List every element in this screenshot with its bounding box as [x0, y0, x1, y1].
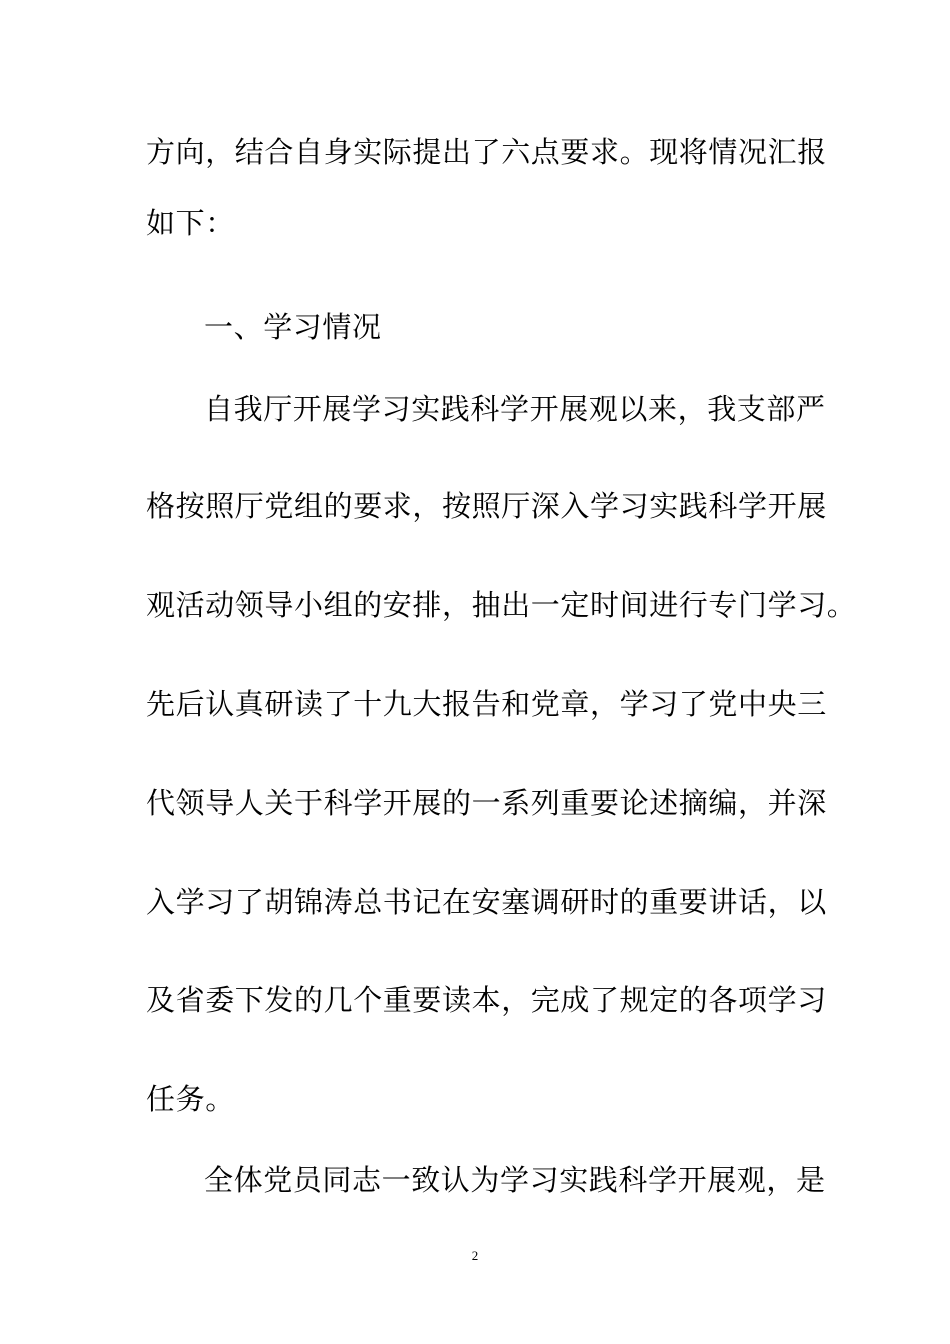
- text-line-12: 全体党员同志一致认为学习实践科学开展观，是: [204, 1163, 826, 1197]
- text-line-4: 自我厅开展学习实践科学开展观以来，我支部严: [204, 392, 826, 426]
- text-line-2: 如下：: [146, 206, 235, 240]
- text-line-11: 任务。: [146, 1082, 235, 1116]
- section-heading: 一、学习情况: [204, 310, 382, 344]
- page-number: 2: [471, 1248, 479, 1263]
- text-line-1: 方向，结合自身实际提出了六点要求。现将情况汇报: [146, 135, 827, 169]
- text-line-6: 观活动领导小组的安排，抽出一定时间进行专门学习。: [146, 588, 857, 622]
- text-line-10: 及省委下发的几个重要读本，完成了规定的各项学习: [146, 983, 827, 1017]
- text-line-7: 先后认真研读了十九大报告和党章，学习了党中央三: [146, 687, 827, 721]
- text-line-5: 格按照厅党组的要求，按照厅深入学习实践科学开展: [146, 489, 827, 523]
- text-line-9: 入学习了胡锦涛总书记在安塞调研时的重要讲话，以: [146, 885, 827, 919]
- text-line-8: 代领导人关于科学开展的一系列重要论述摘编，并深: [146, 786, 827, 820]
